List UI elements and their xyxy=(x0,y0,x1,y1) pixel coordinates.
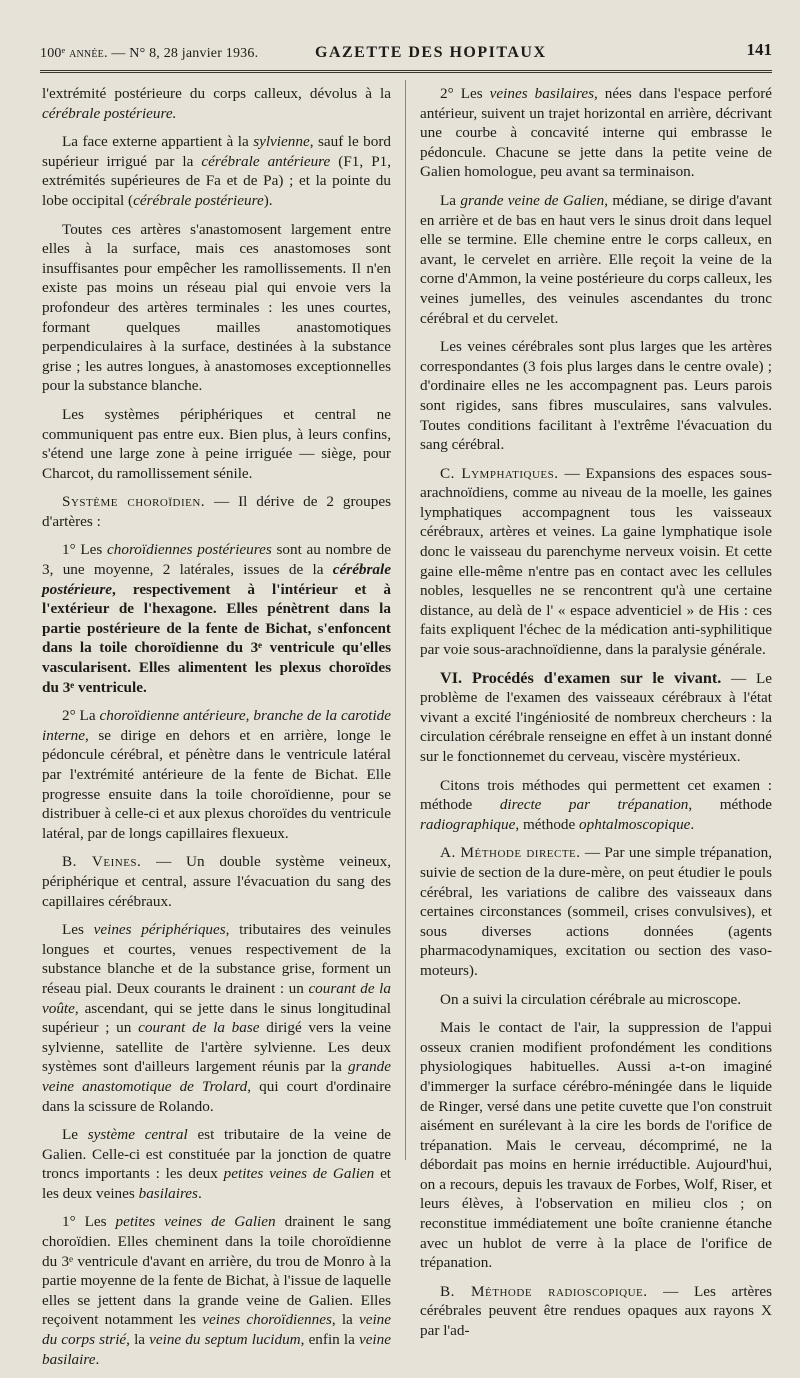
section-title: A. Méthode directe. xyxy=(440,844,581,862)
paragraph: l'extrémité postérieure du corps calleux, dévolus à la cérébrale postérieure. xyxy=(42,85,391,122)
edition: 100ᵉ xyxy=(40,46,66,61)
journal-title: GAZETTE DES HOPITAUX xyxy=(315,44,547,61)
section-title: B. Méthode radioscopique. xyxy=(440,1282,648,1300)
paragraph: 2° La choroïdienne antérieure, branche de la carotide interne, se dirige en dehors et en arrière, longe le pédoncule cérébral, et pénètre dans le ventricule latéral par l'extrémité antérieure de la fente de Bichat. Elle progresse ensuite dans la toile choroïdienne, pour se distribuer à celle-ci et aux plexus choroïdes du ventricule latéral, par de longs capillaires flexueux. xyxy=(42,707,392,842)
section-title: C. Lymphatiques. xyxy=(440,464,559,482)
section-choroid: Système choroïdien. — Il dérive de 2 groupes d'artères : xyxy=(42,493,391,530)
section-heading: VI. Procédés d'examen sur le vivant. xyxy=(440,668,722,687)
section-lymphatics: C. Lymphatiques. — Expansions des espaces sous-arachnoïdiens, comme au niveau de la moelle, les gaines lymphatiques accompagnent tous les vaisseaux cérébraux, artères et veines. La gaine lymphatique isole donc le vaisseau du parenchyme nerveux voisin. Et cette gaine elle-même n'entre pas en contact avec les cellules nobles, lesquelles ne se rencontrent qu'à une certaine distance, au delà de l' « espace adventiciel » de His : ces faits expliquent l'échec de la médication anti-syphilitique par voie sous-arachnoïdienne, dans la paralysie générale. xyxy=(420,464,772,659)
paragraph: 1° Les choroïdiennes postérieures sont au nombre de 3, une moyenne, 2 latérales, issues de la cérébrale postérieure, respectivement à l'intérieur et à l'extérieur de l'hexagone. Elles pénètrent dans la partie postérieure de la fente de Bichat, s'enfoncent dans la toile choroïdienne du 3ᵉ ventricule qu'elles vascularisent. Elles alimentent les plexus choroïdes du 3ᵉ ventricule. xyxy=(42,541,391,696)
paragraph: Toutes ces artères s'anastomosent largement entre elles à la surface, mais ces anastomoses sont insuffisantes pour empêcher les ramollissements. Il n'en existe pas moins un réseau pial qui envoie vers la profondeur des artères terminales : les unes courtes, formant quelques mailles anastomotiques perpendiculaires à la surface, destinées à la substance grise ; les autres longues, à anastomoses exceptionnelles pour la substance blanche. xyxy=(42,220,391,395)
edition-word: année. xyxy=(69,46,108,61)
section-radioscopic-method: B. Méthode radioscopique. — Les artères cérébrales peuvent être rendues opaques aux rayons X par l'ad- xyxy=(420,1282,772,1340)
section-title: Système choroïdien. xyxy=(62,493,206,511)
paragraph: Les veines périphériques, tributaires des veinules longues et courtes, venues respectivement de la substance blanche et de la substance grise, forment un réseau pial. Deux courants le drainent : un courant de la voûte, ascendant, qui se jette dans le sinus longitudinal supérieur ; un courant de la base dirigé vers la veine sylvienne, satellite de l'artère sylvienne. Les deux systèmes sont d'ailleurs largement réunis par la grande veine anastomotique de Trolard, qui court d'ordinaire dans la scissure de Rolando. xyxy=(42,921,392,1115)
paragraph: La grande veine de Galien, médiane, se dirige d'avant en arrière et de bas en haut vers le sinus droit dans lequel elle se termine. Elle chemine entre le corps calleux, en avant, le cervelet en arrière. Elle reçoit la veine de la corne d'Ammon, la veine postérieure du corps calleux, les veines jumelles, des veinules ascendantes du tronc cérébral et du cervelet. xyxy=(420,191,773,327)
paragraph: 2° Les veines basilaires, nées dans l'espace perforé antérieur, suivent un trajet horizontal en arrière, décrivant une courbe à concavité interne qui embrasse le pédoncule. Chacune se jette dans la petite veine de Galien homologue, peu avant sa terminaison. xyxy=(420,85,772,181)
page-header xyxy=(40,40,772,73)
paragraph: Citons trois méthodes qui permettent cet examen : méthode directe par trépanation, méthode radiographique, méthode ophtalmoscopique. xyxy=(420,776,773,833)
page-number: 141 xyxy=(746,40,772,59)
paragraph: Le système central est tributaire de la veine de Galien. Celle-ci est constituée par la jonction de quatre troncs importants : les deux petites veines de Galien et les deux veines basilaires. xyxy=(42,1126,392,1202)
column-divider xyxy=(405,80,406,1160)
section-direct-method: A. Méthode directe. — Par une simple trépanation, suivie de section de la dure-mère, on peut étudier le pouls cérébral, les variations de calibre des vaisseaux dans certaines circonstances (sommeil, crises convulsives), et sous diverses actions données (agents pharmacodynamiques, excitation ou section des vaso-moteurs). xyxy=(420,844,772,979)
section-examination: VI. Procédés d'examen sur le vivant. — Le problème de l'examen des vaisseaux cérébraux à l'état vivant a excité l'ingéniosité de nombreux chercheurs : la circulation cérébrale renseigne en effet à un instant donné sur le fonctionnemet du cerveau, viscère mystérieux. xyxy=(420,668,772,765)
paragraph: Les systèmes périphériques et central ne communiquent pas entre eux. Bien plus, à leurs confins, s'étend une large zone à peine irriguée — siège, pour Charcot, du ramollissement sénile. xyxy=(42,405,391,482)
section-title: B. Veines. xyxy=(62,853,142,871)
paragraph: On a suivi la circulation cérébrale au microscope. xyxy=(440,990,742,1008)
paragraph: La face externe appartient à la sylvienne, sauf le bord supérieur irrigué par la cérébrale antérieure (F1, P1, extrémités supérieures de Fa et de Pa) ; et la pointe du lobe occipital (cérébrale postérieure). xyxy=(42,133,392,209)
issue-date: — N° 8, 28 janvier 1936. xyxy=(111,46,259,61)
issue-info xyxy=(40,46,258,62)
section-veins: B. Veines. — Un double système veineux, périphérique et central, assure l'évacuation du sang des capillaires cérébraux. xyxy=(42,853,391,910)
paragraph: Mais le contact de l'air, la suppression de l'appui osseux cranien modifient profondément les conditions physiologiques habituelles. Aussi a-t-on imaginé d'immerger la surface cérébro-méningée dans le liquide de Ringer, versé dans une petite cuvette que l'on construit aisément en surélevant à la cire les bords de l'orifice de trépanation. Mais le cerveau, décomprimé, ne la débordait pas moins en hernie irréductible. Aujourd'hui, on a recours, depuis les travaux de Forbes, Wolf, Riser, et leurs élèves, à l'observation en milieu clos ; on reconstitue immédiatement une boîte cranienne étanche avec un hublot de verre à la place de l'orifice de trépanation. xyxy=(420,1019,772,1272)
left-column xyxy=(42,84,391,1378)
paragraph: 1° Les petites veines de Galien drainent le sang choroïdien. Elles cheminent dans la toile choroïdienne du 3ᵉ ventricule d'avant en arrière, du trou de Monro à la partie moyenne de la fente de Bichat, à l'issue de laquelle elles se jettent dans la grande veine de Galien. Elles reçoivent notamment les veines choroïdiennes, la veine du corps strié, la veine du septum lucidum, enfin la veine basilaire. xyxy=(42,1213,392,1368)
paragraph: Les veines cérébrales sont plus larges que les artères correspondantes (3 fois plus larges dans le centre ovale) ; d'ordinaire elles ne les accompagnent pas. Leurs parois sont rigides, sans fibres musculaires, sans valvules. Toutes conditions facilitant à l'extrême l'évacuation du sang cérébral. xyxy=(420,338,772,454)
right-column xyxy=(420,84,772,1350)
